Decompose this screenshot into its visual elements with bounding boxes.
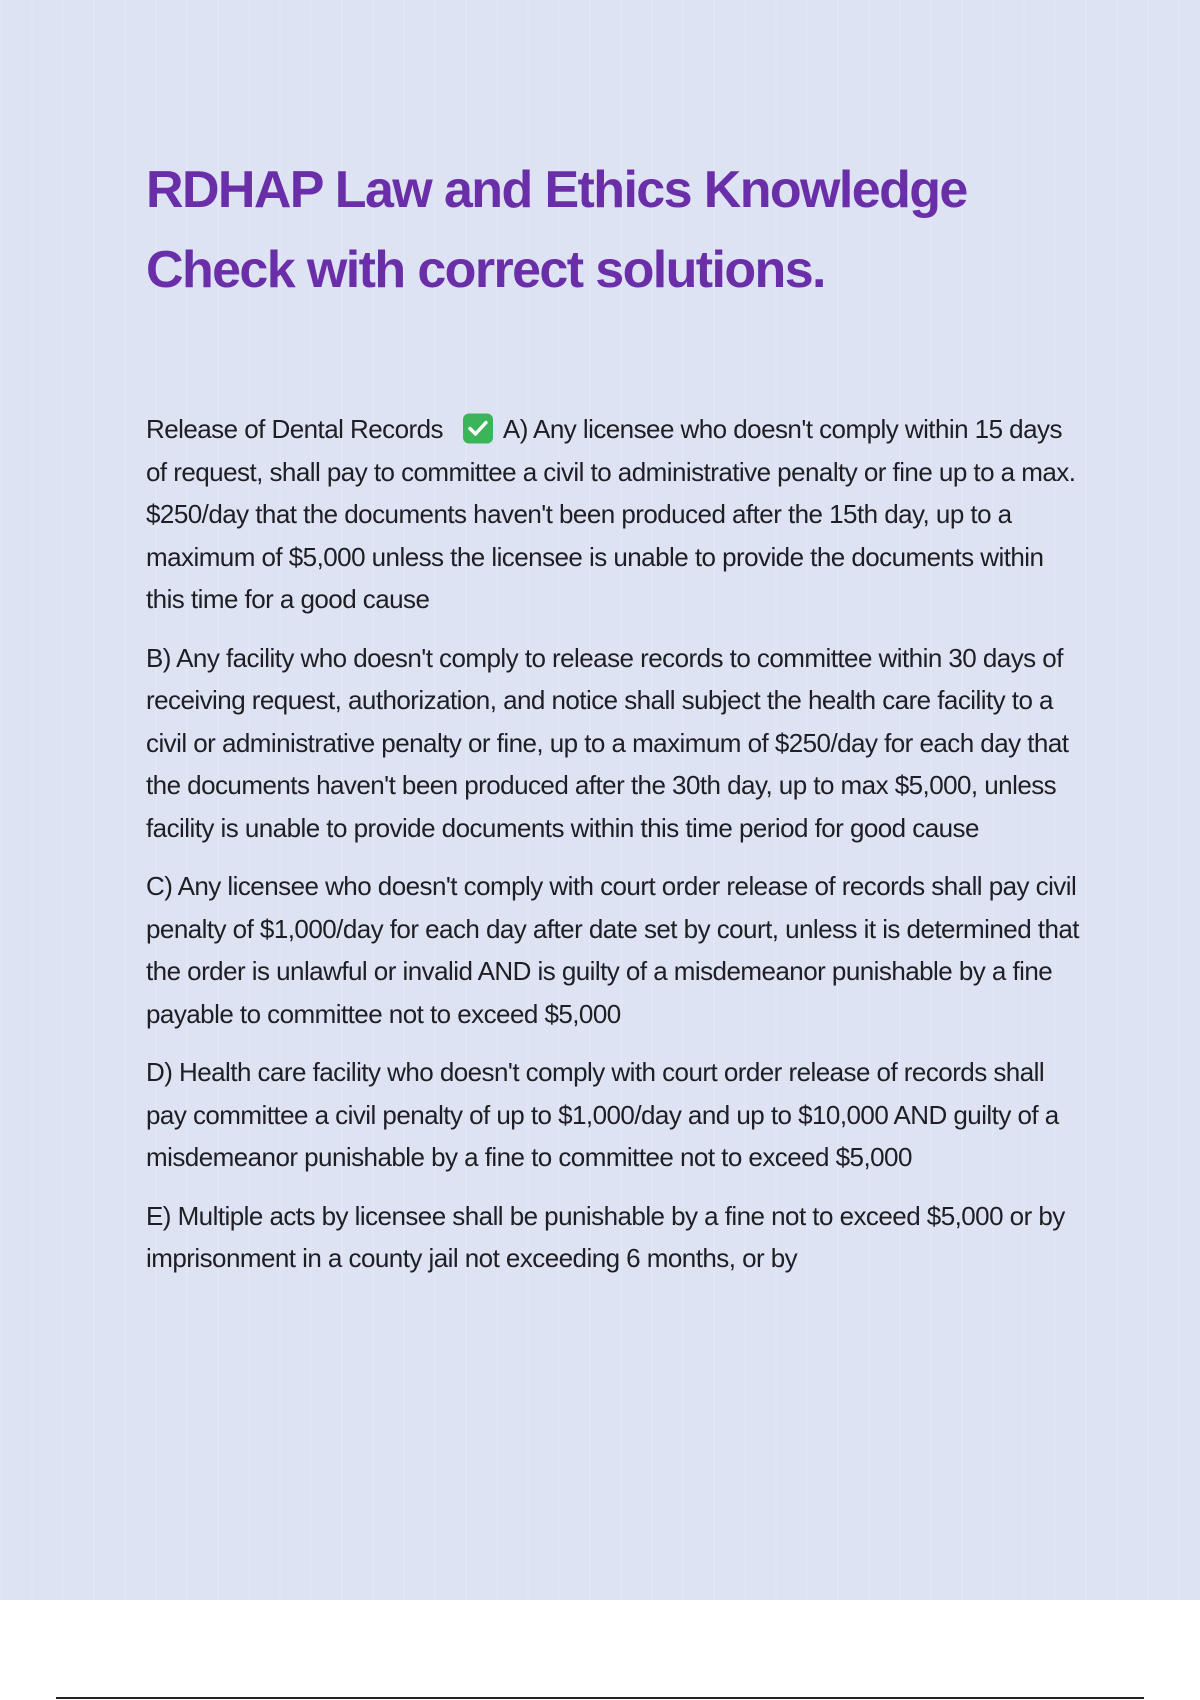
answer-e-paragraph [146,1195,1086,1280]
answer-d-text: D) Health care facility who doesn't comply with court order release of records shall pay committee a civil penalty of up to $1,000/day and up to $10,000 AND guilty of a misdemeanor punishable by a fine to committee not to exceed $5,000 [146,1057,1059,1172]
question-label: Release of Dental Records [146,414,443,444]
title-line-2: Check with correct solutions. [146,241,825,299]
document-content [146,150,1086,1296]
answer-d-paragraph [146,1051,1086,1179]
answer-b-text: B) Any facility who doesn't comply to release records to committee within 30 days of receiving request, authorization, and notice shall subject the health care facility to a civil or administrative penalty or fine, up to a maximum of $250/day for each day that the documents haven't been produced after the 30th day, up to max $5,000, unless facility is unable to provide documents within this time period for good cause [146,642,1069,843]
footer-divider [56,1697,1144,1699]
title-line-1: RDHAP Law and Ethics Knowledge [146,161,967,219]
answer-a-text: A) Any licensee who doesn't comply within 15 days of request, shall pay to committee a civil to administrative penalty or fine up to a max. $250/day that the documents haven't been produced after the 15th day, up to a maximum of $5,000 unless the licensee is unable to provide the documents within this time for a good cause [146,414,1076,614]
answer-b-paragraph [146,637,1086,850]
answer-a-paragraph [146,408,1086,621]
document-title [146,150,1086,310]
answer-body [146,408,1086,1280]
answer-c-text: C) Any licensee who doesn't comply with court order release of records shall pay civil penalty of $1,000/day for each day after date set by court, unless it is determined that the order is unlawful or invalid AND is guilty of a misdemeanor punishable by a fine payable to committee not to exceed $5,000 [146,871,1079,1029]
check-mark-button-icon [462,413,494,444]
answer-e-text: E) Multiple acts by licensee shall be punishable by a fine not to exceed $5,000 or by imprisonment in a county jail not exceeding 6 months, or by [146,1200,1065,1273]
answer-c-paragraph [146,865,1086,1035]
